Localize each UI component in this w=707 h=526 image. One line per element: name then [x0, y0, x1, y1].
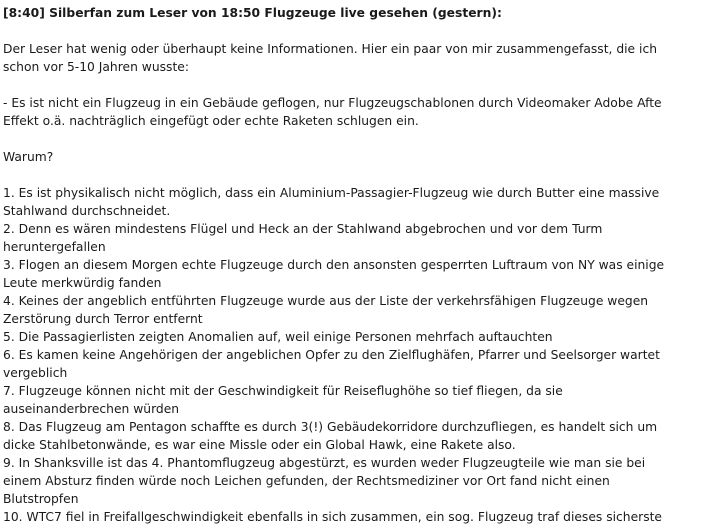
- claim-line-2: Effekt o.ä. nachträglich eingefügt oder echte Raketen schlugen ein.: [3, 114, 419, 128]
- intro-line-1: Der Leser hat wenig oder überhaupt keine Informationen. Hier ein paar von mir zusammengefasst, die ich: [3, 42, 657, 56]
- list-item-5-line-1: 5. Die Passagierlisten zeigten Anomalien auf, weil einige Personen mehrfach auftauchten: [3, 330, 553, 344]
- list-item-7-line-2: auseinanderbrechen würden: [3, 402, 180, 416]
- list-item-6-line-2: vergeblich: [3, 366, 68, 380]
- question-line: Warum?: [3, 150, 54, 164]
- list-item-2-line-1: 2. Denn es wären mindestens Flügel und Heck an der Stahlwand abgebrochen und vor dem Turm: [3, 222, 603, 236]
- list-item-7-line-1: 7. Flugzeuge können nicht mit der Geschwindigkeit für Reiseflughöhe so tief fliegen, da sie: [3, 384, 563, 398]
- intro-line-2: schon vor 5-10 Jahren wusste:: [3, 60, 189, 74]
- list-item-3-line-2: Leute merkwürdig fanden: [3, 276, 162, 290]
- spacer: [3, 130, 707, 148]
- list-item-9-line-1: 9. In Shanksville ist das 4. Phantomflugzeug abgestürzt, es wurden weder Flugzeugteile wie man sie bei: [3, 456, 646, 470]
- list-item-3-line-1: 3. Flogen an diesem Morgen echte Flugzeuge durch den ansonsten gesperrten Luftraum von NY was einige: [3, 258, 665, 272]
- list-item-2-line-2: heruntergefallen: [3, 240, 106, 254]
- list-item-9-line-3: Blutstropfen: [3, 492, 79, 506]
- list-item-4-line-2: Zerstörung durch Terror entfernt: [3, 312, 203, 326]
- claim-line-1: - Es ist nicht ein Flugzeug in ein Gebäude geflogen, nur Flugzeugschablonen durch Videomaker Adobe Afte: [3, 96, 662, 110]
- spacer: [3, 166, 707, 184]
- list-item-10-line-1: 10. WTC7 fiel in Freifallgeschwindigkeit ebenfalls in sich zusammen, ein sog. Flugzeug traf dieses sicherste: [3, 510, 662, 524]
- reasons-list: [3, 184, 707, 526]
- list-item-8-line-2: dicke Stahlbetonwände, es war eine Missle oder ein Global Hawk, eine Rakete also.: [3, 438, 516, 452]
- list-item-4-line-1: 4. Keines der angeblich entführten Flugzeuge wurde aus der Liste der verkehrsfähigen Flugzeuge wegen: [3, 294, 649, 308]
- list-item-1-line-2: Stahlwand durchschneidet.: [3, 204, 171, 218]
- list-item-9-line-2: einem Absturz finden würde noch Leichen gefunden, der Rechtsmediziner vor Ort fand nicht einen: [3, 474, 610, 488]
- list-item-6-line-1: 6. Es kamen keine Angehörigen der angeblichen Opfer zu den Zielflughäfen, Pfarrer und Seelsorger wartet: [3, 348, 660, 362]
- article-body: [3, 4, 707, 526]
- spacer: [3, 22, 707, 40]
- list-item-8-line-1: 8. Das Flugzeug am Pentagon schaffte es durch 3(!) Gebäudekorridore durchzufliegen, es handelt sich um: [3, 420, 658, 434]
- list-item-1-line-1: 1. Es ist physikalisch nicht möglich, dass ein Aluminium-Passagier-Flugzeug wie durch Butter eine massive: [3, 186, 660, 200]
- post-heading: [8:40] Silberfan zum Leser von 18:50 Flugzeuge live gesehen (gestern):: [3, 6, 502, 20]
- spacer: [3, 76, 707, 94]
